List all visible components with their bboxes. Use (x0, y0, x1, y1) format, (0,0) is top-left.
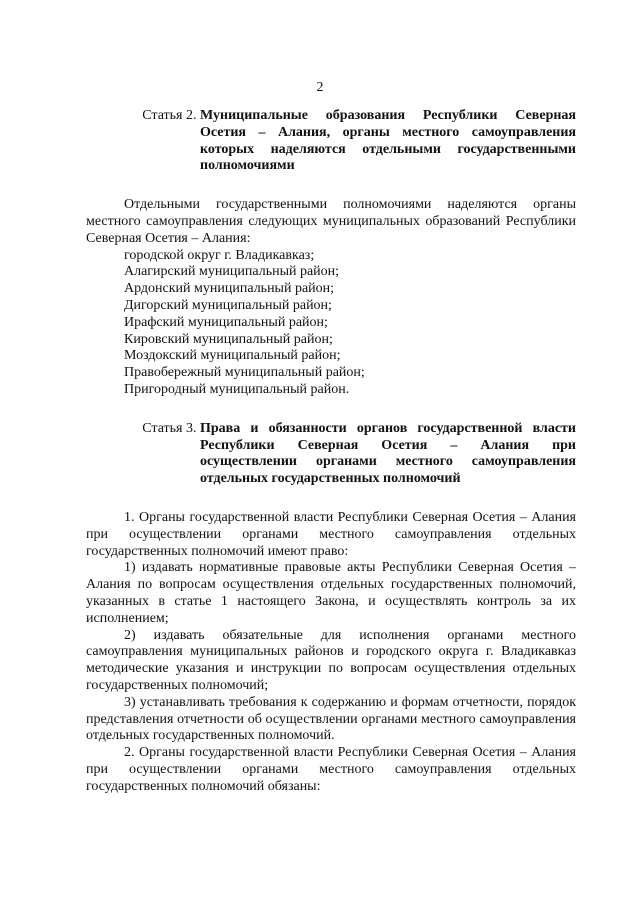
article-2-label: Статья 2. (142, 108, 197, 123)
municipality-item: Пригородный муниципальный район. (124, 381, 350, 397)
article-2-intro: Отдельными государственными полномочиями наделяются органы местного самоуправления следующих муниципальных образований Республики Северная Осетия – Алания: (86, 197, 576, 246)
municipality-item: Алагирский муниципальный район; (124, 264, 340, 280)
article-3-title: Права и обязанности органов государственной власти Республики Северная Осетия – Алания при осуществлении органами местного самоуправления отдельных государственных полномочий (200, 420, 576, 487)
article-3-paragraph: 2) издавать обязательные для исполнения органами местного самоуправления муниципальных районов и городского округа г. Владикавказ методические указания и инструкции по вопросам осуществления отдельных государственных полномочий; (86, 627, 576, 693)
article-3-paragraph: 3) устанавливать требования к содержанию и формам отчетности, порядок представления отчетности об осуществлении органами местного самоуправления отдельных государственных полномочий. (86, 694, 576, 744)
article-3-paragraph: 2. Органы государственной власти Республики Северная Осетия – Алания при осуществлении органами местного самоуправления отдельных государственных полномочий обязаны: (86, 745, 576, 794)
municipality-item: Ардонский муниципальный район; (124, 281, 335, 297)
article-2-title: Муниципальные образования Республики Северная Осетия – Алания, органы местного самоуправления которых наделяются отдельными государственными полномочиями (200, 108, 576, 174)
article-3-paragraph: 1) издавать нормативные правовые акты Республики Северная Осетия – Алания по вопросам осуществления отдельных государственных полномочий, указанных в статье 1 настоящего Закона, и осуществлять контроль за их исполнением; (86, 560, 576, 626)
article-3-heading (86, 421, 576, 488)
article-2-heading (86, 108, 576, 175)
article-3-paragraph: 1. Органы государственной власти Республики Северная Осетия – Алания при осуществлении органами местного самоуправления отдельных государственных полномочий имеют право: (86, 509, 576, 559)
document-body (86, 108, 576, 795)
page-number: 2 (316, 80, 324, 95)
article-3-label: Статья 3. (142, 420, 197, 436)
municipality-item: Правобережный муниципальный район; (124, 365, 365, 381)
municipality-item: Кировский муниципальный район; (124, 331, 333, 347)
municipality-item: Дигорский муниципальный район; (124, 297, 332, 313)
municipality-item: городской округ г. Владикавказ; (124, 247, 315, 263)
municipality-item: Ирафский муниципальный район; (124, 314, 328, 330)
municipality-item: Моздокский муниципальный район; (124, 348, 341, 364)
